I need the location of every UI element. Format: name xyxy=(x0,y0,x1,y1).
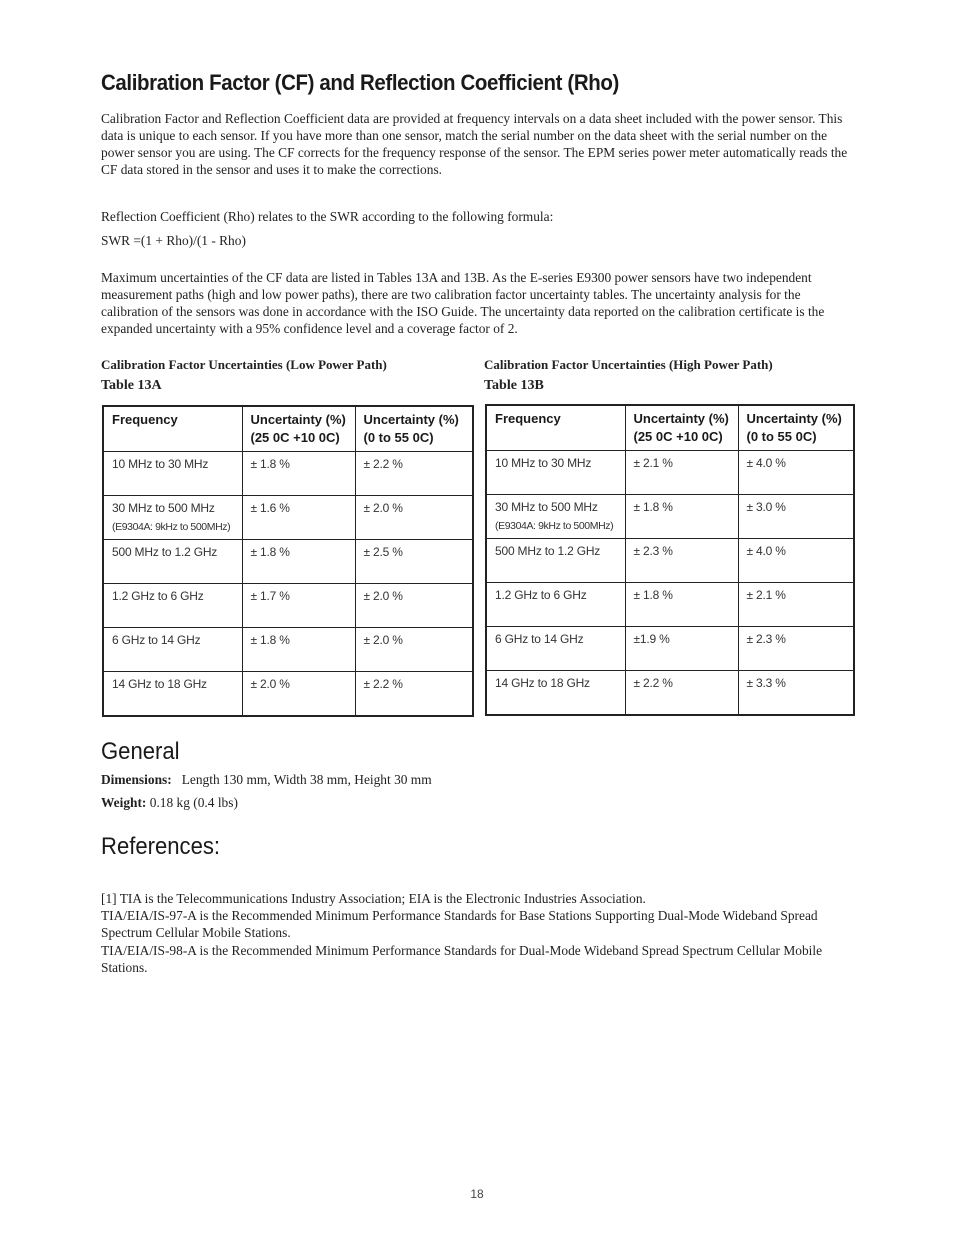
uncertainty-0-55c-cell: ± 4.0 % xyxy=(738,539,854,583)
swr-formula: SWR =(1 + Rho)/(1 - Rho) xyxy=(101,233,246,248)
uncertainty-0-55c-cell: ± 3.0 % xyxy=(738,495,854,539)
freq-cell: 30 MHz to 500 MHz (E9304A: 9kHz to 500MHz) xyxy=(103,496,242,540)
references-heading: References: xyxy=(101,833,221,860)
uncertainty-0-55c-cell: ± 4.0 % xyxy=(738,451,854,495)
header-uncertainty-0-55c: Uncertainty (%) (0 to 55 0C) xyxy=(738,405,854,451)
table-13a xyxy=(102,405,474,717)
dimensions-spec xyxy=(101,772,432,788)
table-row xyxy=(103,672,473,717)
general-heading: General xyxy=(101,738,180,765)
header-frequency: Frequency xyxy=(486,405,625,451)
freq-cell: 6 GHz to 14 GHz xyxy=(486,627,625,671)
header-uncertainty-0-55c: Uncertainty (%) (0 to 55 0C) xyxy=(355,406,473,452)
uncertainty-25c-cell: ± 2.3 % xyxy=(625,539,738,583)
uncertainty-25c-cell: ± 1.8 % xyxy=(242,540,355,584)
uncertainty-25c-cell: ± 1.6 % xyxy=(242,496,355,540)
table-row xyxy=(103,584,473,628)
freq-cell: 14 GHz to 18 GHz xyxy=(103,672,242,717)
reference-footnote: [1] TIA is the Telecommunications Industry Association; EIA is the Electronic Industries Association. xyxy=(101,891,646,906)
uncertainty-0-55c-cell: ± 2.3 % xyxy=(738,627,854,671)
table-row xyxy=(103,540,473,584)
table-row xyxy=(486,451,854,495)
table-a-label: Table 13A xyxy=(101,378,162,393)
table-row xyxy=(103,628,473,672)
reference-is98a: TIA/EIA/IS-98-A is the Recommended Minimum Performance Standards for Dual-Mode Wideband Spread Spectrum Cellular Mobile Stations. xyxy=(101,943,823,975)
table-b-caption: Calibration Factor Uncertainties (High Power Path) xyxy=(484,357,773,372)
table-b-label: Table 13B xyxy=(484,378,544,393)
table-row xyxy=(103,496,473,540)
uncertainty-25c-cell: ± 2.2 % xyxy=(625,671,738,716)
table-a-caption: Calibration Factor Uncertainties (Low Power Path) xyxy=(101,357,387,372)
freq-cell: 6 GHz to 14 GHz xyxy=(103,628,242,672)
intro-paragraph: Calibration Factor and Reflection Coefficient data are provided at frequency intervals on a data sheet included with the power sensor. This data is unique to each sensor. If you have more than one sensor, match the serial number on the data sheet with the serial number on the power sensor you are using. The CF corrects for the frequency response of the sensor. The EPM series power meter automatically reads the CF data stored in the sensor and uses it to make the corrections. xyxy=(101,111,848,177)
freq-cell: 500 MHz to 1.2 GHz xyxy=(486,539,625,583)
freq-cell: 14 GHz to 18 GHz xyxy=(486,671,625,716)
uncertainty-paragraph: Maximum uncertainties of the CF data are listed in Tables 13A and 13B. As the E-series E9300 power sensors have two independent measurement paths (high and low power paths), there are two calibration factor uncertainty tables. The uncertainty analysis for the calibration of the sensors was done in accordance with the ISO Guide. The uncertainty data reported on the calibration certificate is the expanded uncertainty with a 95% confidence level and a coverage factor of 2. xyxy=(101,270,825,336)
freq-cell: 1.2 GHz to 6 GHz xyxy=(103,584,242,628)
uncertainty-25c-cell: ± 1.8 % xyxy=(625,495,738,539)
section-title: Calibration Factor (CF) and Reflection Coefficient (Rho) xyxy=(101,70,619,95)
uncertainty-25c-cell: ± 1.7 % xyxy=(242,584,355,628)
uncertainty-0-55c-cell: ± 2.0 % xyxy=(355,584,473,628)
freq-note: (E9304A: 9kHz to 500MHz) xyxy=(112,521,231,533)
uncertainty-0-55c-cell: ± 2.0 % xyxy=(355,496,473,540)
table-row xyxy=(103,452,473,496)
dimensions-value: Length 130 mm, Width 38 mm, Height 30 mm xyxy=(181,772,432,787)
uncertainty-0-55c-cell: ± 2.2 % xyxy=(355,452,473,496)
uncertainty-25c-cell: ± 2.1 % xyxy=(625,451,738,495)
uncertainty-25c-cell: ±1.9 % xyxy=(625,627,738,671)
uncertainty-25c-cell: ± 1.8 % xyxy=(242,628,355,672)
weight-value: 0.18 kg (0.4 lbs) xyxy=(149,795,238,810)
table-header-row xyxy=(103,406,473,452)
freq-cell: 1.2 GHz to 6 GHz xyxy=(486,583,625,627)
rho-paragraph: Reflection Coefficient (Rho) relates to the SWR according to the following formula: xyxy=(101,209,554,224)
uncertainty-0-55c-cell: ± 2.5 % xyxy=(355,540,473,584)
uncertainty-0-55c-cell: ± 2.0 % xyxy=(355,628,473,672)
weight-spec xyxy=(101,795,238,811)
uncertainty-0-55c-cell: ± 2.2 % xyxy=(355,672,473,717)
table-row xyxy=(486,495,854,539)
freq-cell: 10 MHz to 30 MHz xyxy=(103,452,242,496)
uncertainty-25c-cell: ± 2.0 % xyxy=(242,672,355,717)
freq-cell: 10 MHz to 30 MHz xyxy=(486,451,625,495)
table-row xyxy=(486,627,854,671)
table-row xyxy=(486,671,854,716)
uncertainty-25c-cell: ± 1.8 % xyxy=(625,583,738,627)
uncertainty-25c-cell: ± 1.8 % xyxy=(242,452,355,496)
uncertainty-0-55c-cell: ± 3.3 % xyxy=(738,671,854,716)
uncertainty-0-55c-cell: ± 2.1 % xyxy=(738,583,854,627)
table-row xyxy=(486,583,854,627)
dimensions-label: Dimensions: xyxy=(101,772,172,787)
freq-cell: 500 MHz to 1.2 GHz xyxy=(103,540,242,584)
header-uncertainty-25c: Uncertainty (%) (25 0C +10 0C) xyxy=(242,406,355,452)
freq-note: (E9304A: 9kHz to 500MHz) xyxy=(495,520,614,532)
header-frequency: Frequency xyxy=(103,406,242,452)
reference-is97a: TIA/EIA/IS-97-A is the Recommended Minimum Performance Standards for Base Stations Supporting Dual-Mode Wideband Spread Spectrum Cellular Mobile Stations. xyxy=(101,908,818,940)
table-13b xyxy=(485,404,855,716)
header-uncertainty-25c: Uncertainty (%) (25 0C +10 0C) xyxy=(625,405,738,451)
table-row xyxy=(486,539,854,583)
weight-label: Weight: xyxy=(101,795,147,810)
page-number: 18 xyxy=(470,1187,484,1201)
freq-cell: 30 MHz to 500 MHz (E9304A: 9kHz to 500MHz) xyxy=(486,495,625,539)
table-header-row xyxy=(486,405,854,451)
